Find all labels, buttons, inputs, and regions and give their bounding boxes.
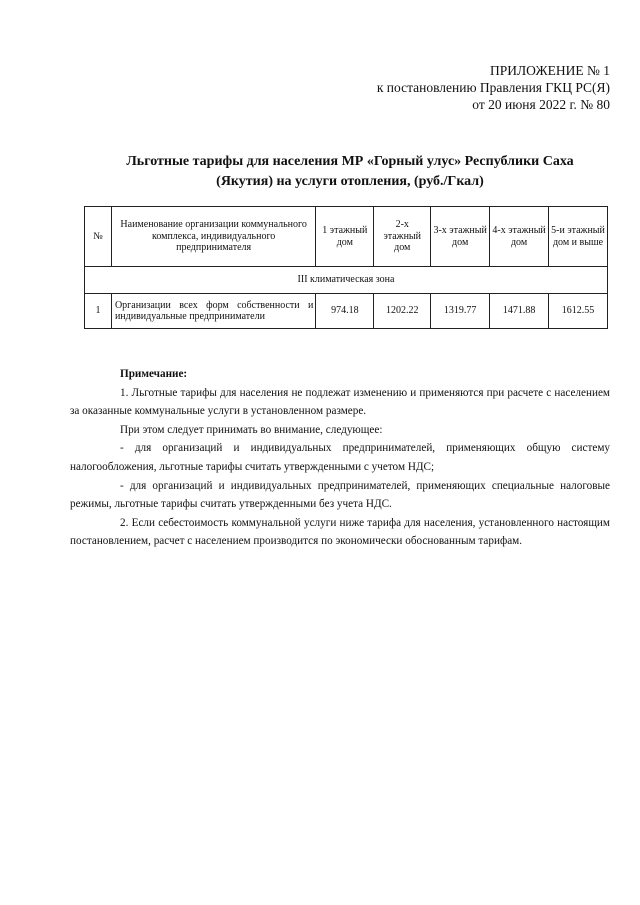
table-zone-row: [85, 267, 608, 294]
document-title: [70, 152, 630, 192]
header-2-floor: 2-х этажный дом: [374, 207, 431, 267]
header-3-floor: 3-х этажный дом: [431, 207, 490, 267]
note-paragraph-4: - для организаций и индивидуальных предпринимателей, применяющих специальные налоговые режимы, льготные тарифы считать утвержденными без учета НДС.: [70, 479, 610, 511]
title-line-2: (Якутия) на услуги отопления, (руб./Гкал): [216, 174, 484, 189]
note-paragraph-1: 1. Льготные тарифы для населения не подлежат изменению и применяются при расчете с населением за оказанные коммунальные услуги в установленном размере.: [70, 386, 610, 418]
note-paragraph-2: При этом следует принимать во внимание, следующее:: [120, 423, 383, 436]
table-row: [85, 294, 608, 329]
row-organization: Организации всех форм собственности и индивидуальные предприниматели: [111, 294, 315, 329]
header-1-floor: 1 этажный дом: [316, 207, 374, 267]
table-header-row: [85, 207, 608, 267]
appendix-number: ПРИЛОЖЕНИЕ № 1: [489, 63, 610, 78]
tariff-table: [84, 206, 608, 329]
value-3-floor: 1319.77: [431, 294, 490, 329]
row-number: 1: [85, 294, 112, 329]
value-4-floor: 1471.88: [490, 294, 549, 329]
header-organization: Наименование организации коммунального комплекса, индивидуального предпринимателя: [111, 207, 315, 267]
value-2-floor: 1202.22: [374, 294, 431, 329]
header-5-floor: 5-и этажный дом и выше: [549, 207, 608, 267]
note-section: [70, 365, 610, 551]
appendix-date: от 20 июня 2022 г. № 80: [472, 97, 610, 112]
value-1-floor: 974.18: [316, 294, 374, 329]
value-5-floor: 1612.55: [549, 294, 608, 329]
note-paragraph-5: 2. Если себестоимость коммунальной услуги ниже тарифа для населения, установленного настоящим постановлением, расчет с населением производится по экономически обоснованным тарифам.: [70, 516, 610, 548]
note-heading: Примечание:: [120, 368, 188, 380]
climate-zone: III климатическая зона: [85, 267, 608, 294]
title-line-1: Льготные тарифы для населения МР «Горный улус» Республики Саха: [126, 154, 574, 169]
appendix-reference: [377, 62, 610, 113]
header-number: №: [85, 207, 112, 267]
note-paragraph-3: - для организаций и индивидуальных предпринимателей, применяющих общую систему налогообложения, льготные тарифы считать утвержденными с учетом НДС;: [70, 442, 610, 473]
appendix-resolution: к постановлению Правления ГКЦ РС(Я): [376, 80, 610, 95]
header-4-floor: 4-х этажный дом: [490, 207, 549, 267]
